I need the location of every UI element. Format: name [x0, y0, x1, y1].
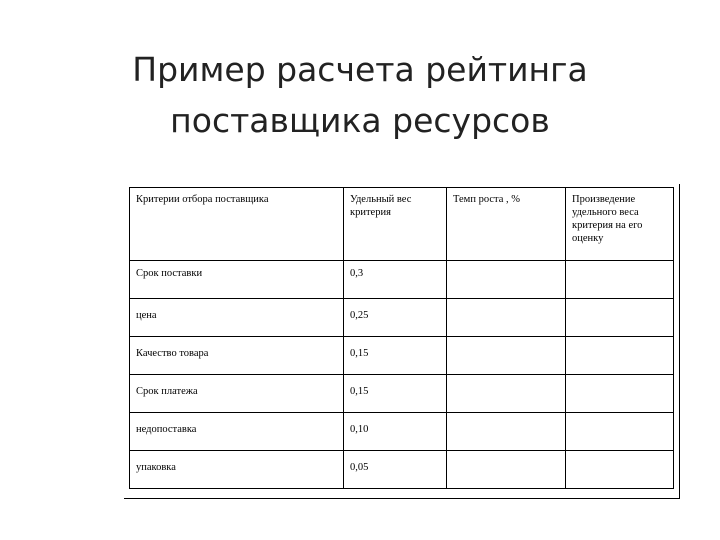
growth-rate-cell	[447, 299, 566, 337]
slide-title	[0, 44, 720, 146]
weight-cell: 0,15	[344, 375, 447, 413]
table-row	[130, 375, 674, 413]
slide-title-line-2: поставщика ресурсов	[170, 101, 550, 141]
product-cell	[566, 299, 674, 337]
product-cell	[566, 337, 674, 375]
header-cell-growth-rate: Темп роста , %	[447, 188, 566, 261]
weight-cell: 0,10	[344, 413, 447, 451]
table-row	[130, 337, 674, 375]
criteria-cell: Срок поставки	[130, 261, 344, 299]
product-cell	[566, 261, 674, 299]
growth-rate-cell	[447, 451, 566, 489]
product-cell	[566, 375, 674, 413]
criteria-cell: Качество товара	[130, 337, 344, 375]
product-cell	[566, 451, 674, 489]
criteria-cell: упаковка	[130, 451, 344, 489]
growth-rate-cell	[447, 375, 566, 413]
slide-title-line-1: Пример расчета рейтинга	[132, 50, 588, 90]
weight-cell: 0,05	[344, 451, 447, 489]
table-row	[130, 299, 674, 337]
table-row	[130, 413, 674, 451]
growth-rate-cell	[447, 261, 566, 299]
supplier-rating-table	[129, 187, 674, 489]
weight-cell: 0,25	[344, 299, 447, 337]
criteria-cell: Срок платежа	[130, 375, 344, 413]
header-cell-weight: Удельный вес критерия	[344, 188, 447, 261]
header-cell-criteria: Критерии отбора поставщика	[130, 188, 344, 261]
growth-rate-cell	[447, 337, 566, 375]
weight-cell: 0,3	[344, 261, 447, 299]
table-row	[130, 451, 674, 489]
criteria-cell: цена	[130, 299, 344, 337]
growth-rate-cell	[447, 413, 566, 451]
table-row	[130, 261, 674, 299]
table-header-row	[130, 188, 674, 261]
criteria-cell: недопоставка	[130, 413, 344, 451]
weight-cell: 0,15	[344, 337, 447, 375]
header-cell-product: Произведение удельного веса критерия на его оценку	[566, 188, 674, 261]
product-cell	[566, 413, 674, 451]
